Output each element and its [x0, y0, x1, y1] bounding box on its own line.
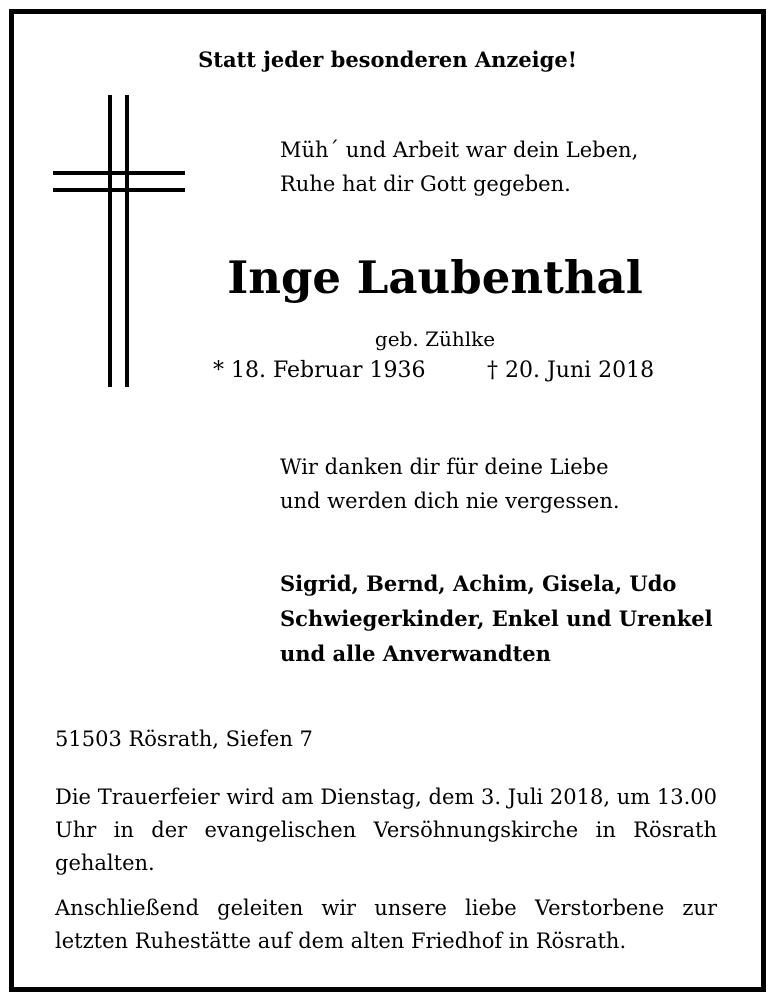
death-date: † 20. Juni 2018: [487, 358, 655, 383]
address: 51503 Rösrath, Siefen 7: [55, 727, 313, 751]
mourners-list: [280, 566, 713, 671]
mourners-line: Sigrid, Bernd, Achim, Gisela, Udo: [280, 571, 677, 596]
verse-top: [280, 133, 638, 201]
verse-bottom-line: und werden dich nie vergessen.: [280, 489, 620, 513]
burial-info: Anschließend geleiten wir unsere liebe Verstorbene zur letzten Ruhestätte auf dem alten Friedhof in Rösrath.: [55, 896, 717, 953]
verse-bottom-line: Wir danken dir für deine Liebe: [280, 455, 609, 479]
cross-horizontal-line-top: [53, 171, 185, 175]
verse-bottom: [280, 450, 620, 518]
notice-header: Statt jeder besonderen Anzeige!: [198, 47, 577, 72]
verse-top-line: Ruhe hat dir Gott gegeben.: [280, 172, 571, 196]
verse-top-line: Müh´ und Arbeit war dein Leben,: [280, 138, 639, 162]
funeral-info: Die Trauerfeier wird am Dienstag, dem 3. Juli 2018, um 13.00 Uhr in der evangelischen Versöhnungskirche in Rösrath gehalten.: [55, 785, 717, 875]
deceased-name: Inge Laubenthal: [227, 251, 643, 304]
cross-horizontal-line-bottom: [53, 188, 185, 192]
mourners-line: und alle Anverwandten: [280, 641, 551, 666]
birth-date: * 18. Februar 1936: [213, 358, 426, 383]
maiden-name: geb. Zühlke: [374, 327, 496, 351]
mourners-line: Schwiegerkinder, Enkel und Urenkel: [280, 606, 713, 631]
